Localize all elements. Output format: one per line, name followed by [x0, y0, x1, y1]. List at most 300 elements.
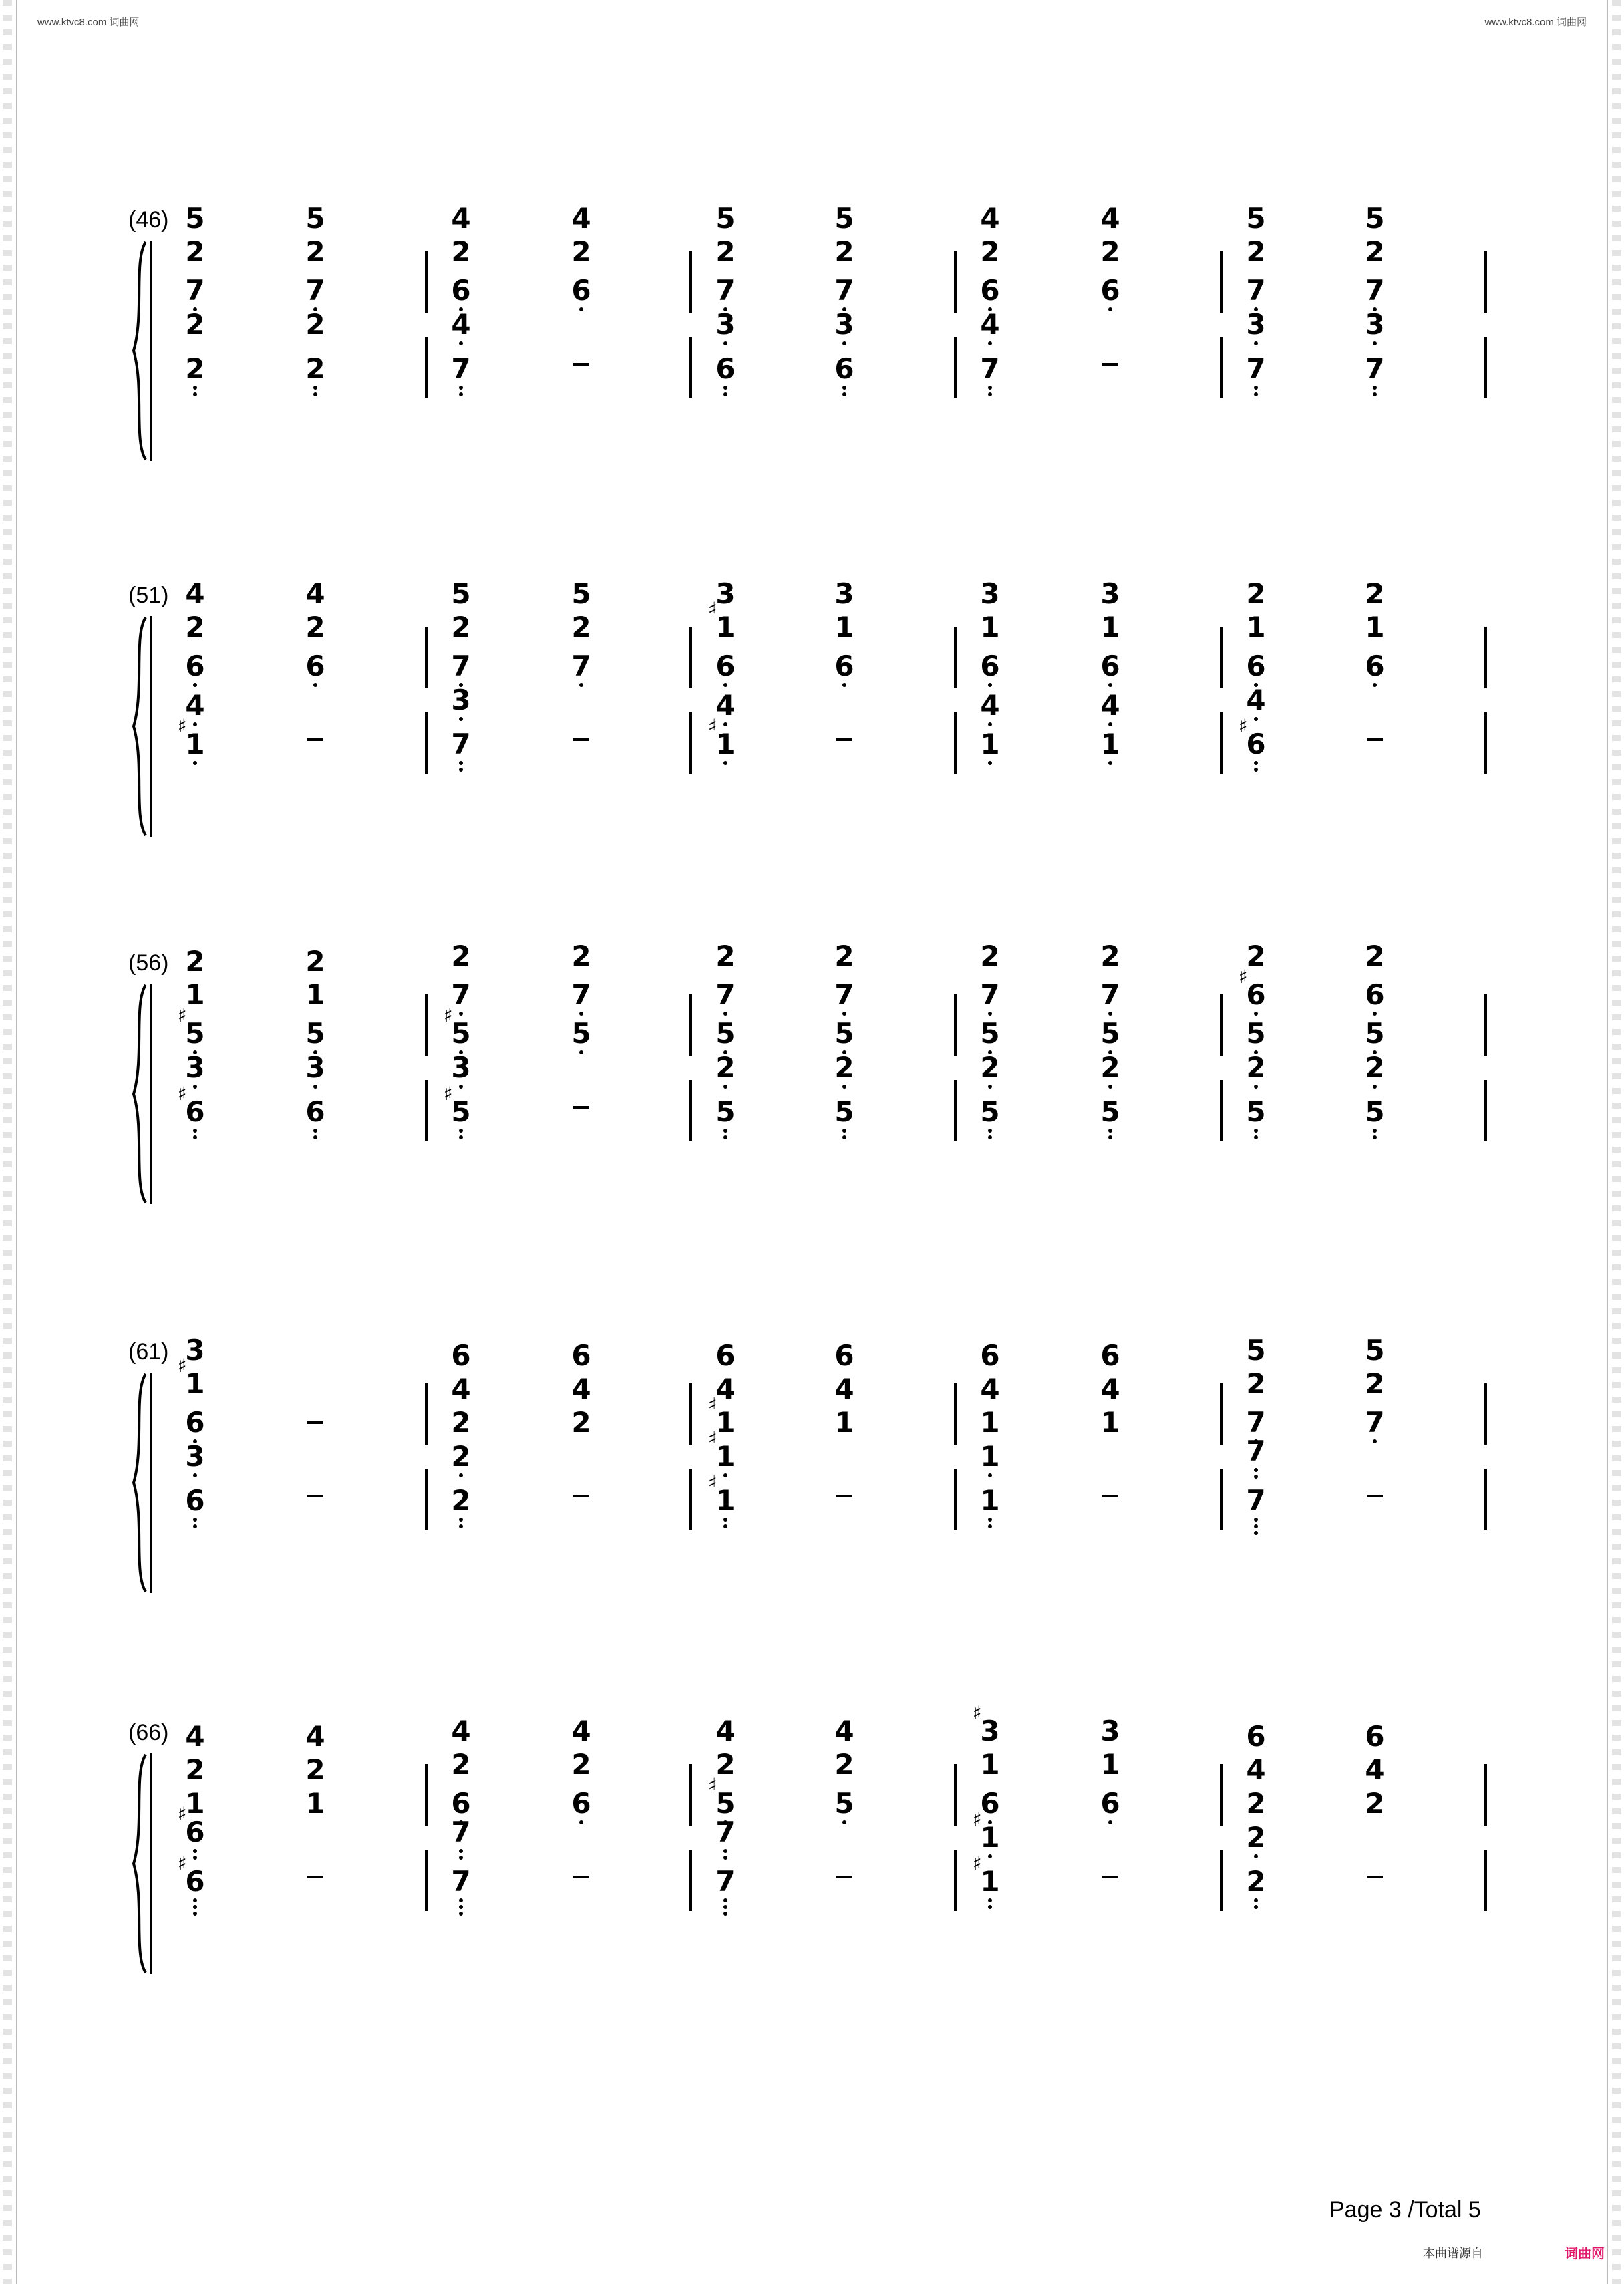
bass-chord	[818, 199, 871, 513]
measure-barline	[1484, 1764, 1487, 1826]
octave-dots	[434, 717, 488, 724]
octave-dot	[313, 386, 317, 390]
octave-dot	[1373, 1135, 1377, 1139]
note-digit: 2	[834, 940, 854, 972]
note-digit: 6	[451, 1339, 471, 1372]
sharp-sign: ♯	[708, 1774, 717, 1796]
octave-dot	[723, 1135, 727, 1139]
octave-dots	[289, 1085, 342, 1091]
octave-dot	[723, 1856, 727, 1860]
note-digit: 4	[1100, 202, 1120, 235]
note-digit: 1	[834, 611, 854, 644]
octave-dot	[723, 1085, 727, 1089]
measure-barline	[425, 1764, 428, 1826]
octave-dots	[1229, 717, 1283, 724]
octave-dot	[723, 1129, 727, 1133]
bass-chord	[699, 199, 752, 513]
note-digit: 3	[1365, 308, 1385, 341]
octave-dot	[579, 307, 583, 311]
octave-dot	[723, 1912, 727, 1916]
sharp-sign: ♯	[1239, 966, 1248, 988]
note-digit: 6	[1365, 978, 1385, 1011]
bass-chord	[434, 1331, 488, 1645]
note-digit: 6	[1100, 274, 1120, 307]
octave-dot	[723, 1524, 727, 1528]
measure-barline	[1484, 337, 1487, 398]
note-digit: 2	[571, 611, 591, 644]
octave-dot	[1108, 1085, 1112, 1089]
header-right-url: www.ktvc8.com 词曲网	[1484, 17, 1587, 28]
octave-dot	[459, 1473, 463, 1477]
octave-dots	[554, 683, 608, 690]
note-digit: 2	[1246, 1821, 1266, 1854]
octave-dot	[842, 1820, 846, 1824]
treble-chord	[289, 1712, 342, 2026]
octave-dot	[723, 1898, 727, 1902]
note-digit: 2	[305, 352, 325, 385]
octave-dot	[459, 1135, 463, 1139]
octave-dot	[988, 1518, 992, 1522]
measure-barline	[1220, 251, 1223, 313]
note-digit: 2	[185, 1753, 205, 1786]
note-digit: 5	[185, 1017, 205, 1050]
bass-chord	[1084, 942, 1137, 1256]
note-digit: 1	[1365, 611, 1385, 644]
measure-barline	[954, 712, 957, 774]
octave-dots	[818, 1129, 871, 1142]
octave-dot	[1108, 1135, 1112, 1139]
bass-chord	[168, 575, 222, 889]
sharp-sign: ♯	[1239, 715, 1248, 737]
measure-barline	[1220, 1850, 1223, 1911]
note-digit: 3	[185, 1051, 205, 1084]
measure-barline	[954, 994, 957, 1056]
octave-dot	[1373, 1439, 1377, 1443]
note-digit: 5	[834, 1787, 854, 1820]
sharp-sign: ♯	[708, 1427, 717, 1449]
note-digit: 1	[715, 1406, 736, 1439]
note-digit: 4	[1100, 689, 1120, 722]
octave-dots	[168, 761, 222, 768]
octave-dots	[818, 386, 871, 399]
octave-dot	[723, 1473, 727, 1477]
note-digit: 2	[980, 235, 1000, 268]
note-digit: 2	[834, 1051, 854, 1084]
note-digit: 3	[305, 1051, 325, 1084]
note-digit: 1	[980, 1484, 1000, 1517]
note-digit: 6	[1246, 1720, 1266, 1753]
note-digit: 2	[185, 611, 205, 644]
bass-chord	[963, 942, 1017, 1256]
octave-dots	[1229, 1085, 1283, 1091]
bass-chord	[434, 942, 488, 1256]
note-digit: 5	[1100, 1017, 1120, 1050]
note-digit: 1	[715, 611, 736, 644]
note-digit: 2	[185, 945, 205, 978]
bass-chord	[1229, 1331, 1283, 1645]
note-digit: 2	[305, 235, 325, 268]
octave-dot	[1254, 1524, 1258, 1528]
note-digit: 4	[571, 1373, 591, 1405]
octave-dot	[459, 341, 463, 345]
bass-chord	[963, 199, 1017, 513]
octave-dot	[1254, 386, 1258, 390]
bass-chord	[434, 575, 488, 889]
note-digit: 7	[571, 650, 591, 682]
note-digit: 6	[451, 274, 471, 307]
octave-dot	[1108, 307, 1112, 311]
octave-dots	[289, 683, 342, 690]
treble-chord	[1348, 1331, 1402, 1645]
octave-dots	[1084, 722, 1137, 729]
octave-dots	[434, 386, 488, 399]
measure-barline	[954, 337, 957, 398]
note-digit: 5	[571, 1017, 591, 1050]
note-digit: 1	[1100, 1406, 1120, 1439]
note-digit: 6	[715, 1339, 736, 1372]
measure-barline	[425, 994, 428, 1056]
note-digit: 2	[1365, 235, 1385, 268]
note-digit: 2	[1246, 577, 1266, 610]
note-digit: 6	[185, 650, 205, 682]
sustain-dash	[1367, 1495, 1383, 1497]
octave-dots	[168, 1085, 222, 1091]
octave-dot	[723, 386, 727, 390]
note-digit: 5	[834, 1017, 854, 1050]
note-digit: 6	[980, 650, 1000, 682]
octave-dot	[988, 392, 992, 396]
octave-dots	[168, 1898, 222, 1918]
note-digit: 2	[834, 1748, 854, 1781]
treble-chord	[818, 1712, 871, 2026]
note-digit: 5	[571, 577, 591, 610]
octave-dot	[1254, 1854, 1258, 1858]
measure-barline	[1220, 337, 1223, 398]
octave-dot	[988, 761, 992, 765]
note-digit: 1	[1100, 1748, 1120, 1781]
octave-dot	[1373, 1085, 1377, 1089]
note-digit: 1	[1100, 728, 1120, 760]
sustain-dash	[307, 1876, 323, 1878]
bass-chord	[818, 942, 871, 1256]
treble-chord	[1084, 199, 1137, 513]
system-brace	[131, 984, 148, 1204]
octave-dot	[842, 683, 846, 687]
octave-dot	[579, 1050, 583, 1054]
octave-dot	[1373, 386, 1377, 390]
sharp-sign: ♯	[444, 1004, 453, 1026]
note-digit: 5	[185, 202, 205, 235]
octave-dot	[459, 1898, 463, 1902]
sharp-sign: ♯	[178, 1354, 187, 1377]
note-digit: 4	[980, 689, 1000, 722]
note-digit: 4	[980, 1373, 1000, 1405]
octave-dot	[1254, 717, 1258, 721]
note-digit: 2	[571, 940, 591, 972]
note-digit: 4	[571, 202, 591, 235]
treble-chord	[1084, 1331, 1137, 1645]
note-digit: 6	[451, 1787, 471, 1820]
note-digit: 5	[834, 202, 854, 235]
note-digit: 2	[571, 1406, 591, 1439]
note-digit: 1	[305, 1787, 325, 1820]
note-digit: 7	[1246, 352, 1266, 385]
octave-dot	[193, 1898, 197, 1902]
octave-dots	[289, 386, 342, 399]
measure-barline	[1484, 1080, 1487, 1141]
octave-dots	[1348, 1085, 1402, 1091]
treble-chord	[289, 575, 342, 889]
score-system	[0, 575, 1624, 889]
note-digit: 6	[185, 1095, 205, 1128]
note-digit: 4	[305, 1720, 325, 1753]
octave-dot	[842, 1135, 846, 1139]
note-digit: 4	[834, 1373, 854, 1405]
bass-chord	[168, 1712, 222, 2026]
note-digit: 2	[1100, 1051, 1120, 1084]
sharp-sign: ♯	[178, 1083, 187, 1105]
bass-chord	[699, 942, 752, 1256]
note-digit: 4	[1246, 1753, 1266, 1786]
octave-dot	[459, 1905, 463, 1909]
octave-dot	[988, 386, 992, 390]
bass-chord	[168, 942, 222, 1256]
note-digit: 5	[1365, 1334, 1385, 1367]
note-digit: 3	[1246, 308, 1266, 341]
header-left-url: www.ktvc8.com 词曲网	[37, 17, 140, 28]
note-digit: 5	[980, 1017, 1000, 1050]
octave-dot	[1373, 1129, 1377, 1133]
sustain-dash	[307, 1421, 323, 1424]
sustain-dash	[573, 1106, 589, 1109]
octave-dot	[988, 1129, 992, 1133]
octave-dots	[434, 1849, 488, 1862]
sharp-sign: ♯	[178, 715, 187, 737]
note-digit: 3	[980, 1715, 1000, 1747]
note-digit: 3	[715, 577, 736, 610]
note-digit: 2	[451, 611, 471, 644]
octave-dot	[842, 392, 846, 396]
treble-chord	[1348, 575, 1402, 889]
octave-dot	[313, 683, 317, 687]
note-digit: 5	[980, 1095, 1000, 1128]
note-digit: 6	[185, 1816, 205, 1848]
note-digit: 4	[185, 577, 205, 610]
note-digit: 6	[571, 1339, 591, 1372]
note-digit: 2	[451, 235, 471, 268]
note-digit: 5	[451, 1017, 471, 1050]
sharp-sign: ♯	[708, 598, 717, 620]
note-digit: 6	[185, 1865, 205, 1898]
note-digit: 7	[305, 274, 325, 307]
octave-dot	[193, 1518, 197, 1522]
octave-dot	[1254, 1468, 1258, 1472]
octave-dot	[1108, 722, 1112, 726]
note-digit: 6	[980, 1339, 1000, 1372]
system-barline	[150, 1373, 152, 1593]
octave-dot	[459, 1912, 463, 1916]
octave-dot	[193, 392, 197, 396]
note-digit: 3	[1100, 577, 1120, 610]
bass-chord	[1348, 199, 1402, 513]
octave-dots	[699, 1085, 752, 1091]
note-digit: 3	[1100, 1715, 1120, 1747]
note-digit: 7	[1365, 352, 1385, 385]
note-digit: 1	[715, 728, 736, 760]
octave-dots	[963, 1085, 1017, 1091]
bass-chord	[1229, 575, 1283, 889]
note-digit: 2	[185, 235, 205, 268]
note-digit: 2	[451, 1484, 471, 1517]
bass-chord	[168, 199, 222, 513]
octave-dots	[1084, 761, 1137, 768]
note-digit: 7	[1246, 1406, 1266, 1439]
note-digit: 2	[1246, 1865, 1266, 1898]
score-system	[0, 1331, 1624, 1645]
octave-dots	[1229, 1468, 1283, 1481]
note-digit: 1	[834, 1406, 854, 1439]
note-digit: 6	[834, 1339, 854, 1372]
treble-chord	[818, 1331, 871, 1645]
octave-dot	[1254, 761, 1258, 765]
sharp-sign: ♯	[973, 1852, 982, 1874]
measure-barline	[1484, 712, 1487, 774]
octave-dots	[1084, 1129, 1137, 1142]
octave-dots	[1229, 1129, 1283, 1142]
octave-dots	[434, 1898, 488, 1918]
octave-dots	[963, 341, 1017, 348]
octave-dot	[988, 1085, 992, 1089]
note-digit: 6	[715, 650, 736, 682]
octave-dots	[434, 1473, 488, 1480]
note-digit: 5	[305, 1017, 325, 1050]
note-digit: 7	[1246, 274, 1266, 307]
page-indicator: Page 3 /Total 5	[1329, 2197, 1481, 2223]
octave-dot	[193, 1129, 197, 1133]
octave-dot	[842, 386, 846, 390]
score-system	[0, 1702, 1624, 2026]
octave-dot	[193, 1524, 197, 1528]
note-digit: 2	[571, 1748, 591, 1781]
sharp-sign: ♯	[973, 1808, 982, 1830]
bass-chord	[1229, 942, 1283, 1256]
note-digit: 7	[571, 978, 591, 1011]
octave-dots	[699, 761, 752, 768]
sustain-dash	[573, 1495, 589, 1497]
note-digit: 6	[1246, 978, 1266, 1011]
note-digit: 5	[451, 1095, 471, 1128]
octave-dots	[554, 1820, 608, 1827]
note-digit: 5	[305, 202, 325, 235]
octave-dots	[699, 1898, 752, 1918]
octave-dots	[554, 1012, 608, 1018]
note-digit: 5	[715, 202, 736, 235]
note-digit: 2	[715, 1051, 736, 1084]
sharp-sign: ♯	[708, 1393, 717, 1415]
measure-barline	[689, 251, 692, 313]
note-digit: 2	[451, 1440, 471, 1473]
note-digit: 2	[1246, 1367, 1266, 1400]
octave-dots	[699, 1129, 752, 1142]
note-digit: 5	[715, 1017, 736, 1050]
measure-barline	[689, 1080, 692, 1141]
octave-dot	[193, 1905, 197, 1909]
octave-dots	[818, 1085, 871, 1091]
note-digit: 2	[1365, 940, 1385, 972]
octave-dot	[723, 341, 727, 345]
octave-dot	[193, 1473, 197, 1477]
octave-dots	[434, 341, 488, 348]
bass-chord	[168, 1331, 222, 1645]
octave-dot	[1373, 392, 1377, 396]
treble-chord	[554, 575, 608, 889]
octave-dots	[963, 1898, 1017, 1912]
bass-chord	[434, 199, 488, 513]
note-digit: 7	[451, 728, 471, 760]
note-digit: 1	[1100, 611, 1120, 644]
measure-barline	[954, 627, 957, 688]
octave-dots	[1084, 307, 1137, 314]
note-digit: 4	[980, 308, 1000, 341]
note-digit: 7	[1100, 978, 1120, 1011]
system-barline	[150, 241, 152, 461]
measure-barline	[689, 337, 692, 398]
note-digit: 1	[980, 1406, 1000, 1439]
note-digit: 7	[834, 978, 854, 1011]
measure-barline	[425, 337, 428, 398]
note-digit: 6	[1246, 728, 1266, 760]
note-digit: 6	[185, 1484, 205, 1517]
measure-barline	[689, 712, 692, 774]
note-digit: 7	[980, 978, 1000, 1011]
octave-dot	[313, 1085, 317, 1089]
note-digit: 3	[834, 577, 854, 610]
note-digit: 1	[715, 1484, 736, 1517]
octave-dots	[699, 1473, 752, 1480]
bass-chord	[289, 199, 342, 513]
note-digit: 1	[185, 728, 205, 760]
measure-barline	[425, 251, 428, 313]
note-digit: 2	[1365, 1051, 1385, 1084]
octave-dot	[459, 386, 463, 390]
note-digit: 2	[715, 235, 736, 268]
measure-barline	[425, 627, 428, 688]
note-digit: 5	[1246, 1334, 1266, 1367]
octave-dots	[168, 1129, 222, 1142]
bass-chord	[963, 1712, 1017, 2026]
measure-number: (46)	[128, 207, 169, 233]
sharp-sign: ♯	[178, 1852, 187, 1874]
octave-dot	[193, 722, 197, 726]
note-digit: 2	[185, 308, 205, 341]
note-digit: 6	[1365, 650, 1385, 682]
note-digit: 2	[1100, 235, 1120, 268]
octave-dots	[1348, 386, 1402, 399]
octave-dot	[193, 386, 197, 390]
note-digit: 3	[834, 308, 854, 341]
note-digit: 4	[185, 1720, 205, 1753]
note-digit: 4	[305, 577, 325, 610]
note-digit: 6	[571, 1787, 591, 1820]
measure-barline	[954, 1080, 957, 1141]
octave-dot	[1373, 683, 1377, 687]
octave-dots	[963, 761, 1017, 768]
note-digit: 2	[1246, 940, 1266, 972]
measure-barline	[1220, 1383, 1223, 1445]
note-digit: 6	[305, 650, 325, 682]
sharp-sign: ♯	[973, 1702, 982, 1724]
sharp-sign: ♯	[444, 1083, 453, 1105]
